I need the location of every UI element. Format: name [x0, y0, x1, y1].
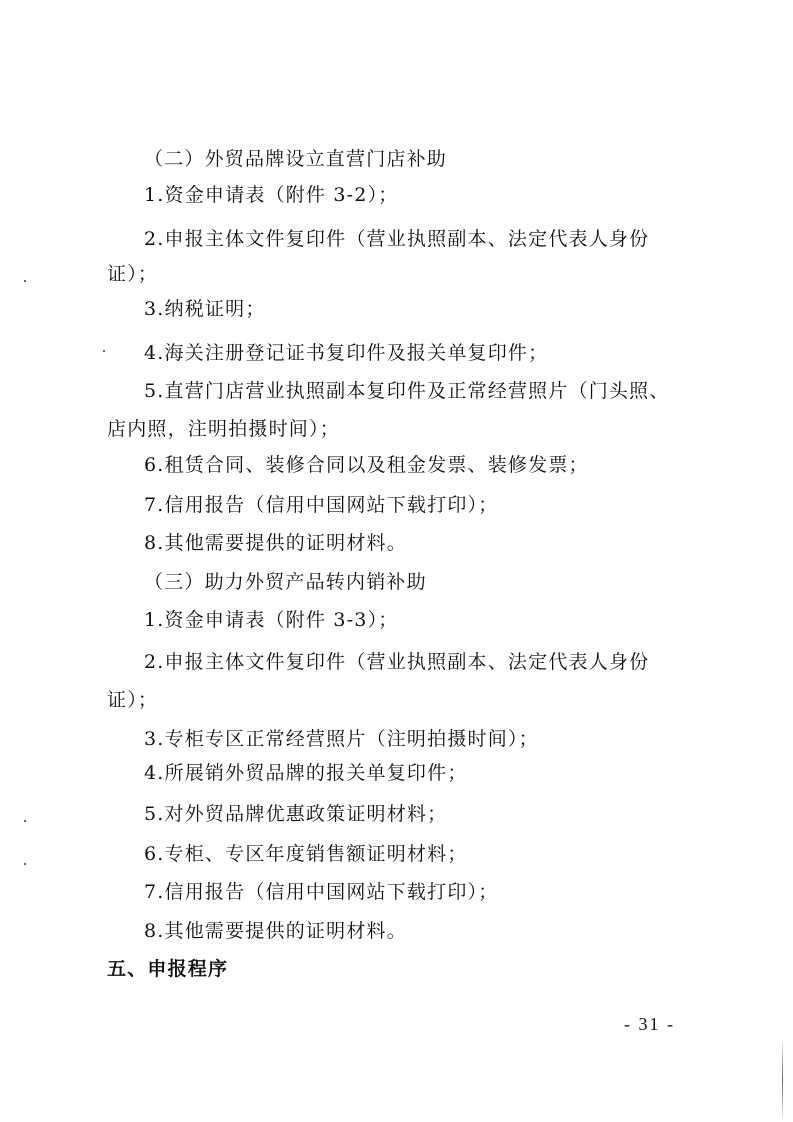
list-item-continuation: 证）；	[107, 263, 159, 285]
list-item: 2.申报主体文件复印件（营业执照副本、法定代表人身份	[144, 651, 650, 673]
section-heading-5: 五、申报程序	[107, 958, 229, 980]
scan-speck	[24, 863, 26, 865]
list-item: 6.租赁合同、装修合同以及租金发票、装修发票；	[144, 454, 589, 476]
list-item-continuation: 证）；	[107, 689, 159, 711]
page-number: - 31 -	[624, 1014, 675, 1034]
list-item: 6.专柜、专区年度销售额证明材料；	[144, 843, 468, 865]
list-item: 2.申报主体文件复印件（营业执照副本、法定代表人身份	[144, 228, 650, 250]
section-heading-2: （二）外贸品牌设立直营门店补助	[144, 148, 448, 170]
list-item: 1.资金申请表（附件 3-3）；	[144, 609, 399, 631]
section-heading-3: （三）助力外贸产品转内销补助	[144, 571, 427, 593]
list-item: 7.信用报告（信用中国网站下载打印）；	[144, 881, 499, 903]
list-item: 3.纳税证明；	[144, 298, 266, 320]
list-item: 7.信用报告（信用中国网站下载打印）；	[144, 494, 499, 516]
list-item: 4.海关注册登记证书复印件及报关单复印件；	[144, 342, 549, 364]
list-item-continuation: 店内照，注明拍摄时间）；	[107, 418, 340, 440]
list-item: 5.对外贸品牌优惠政策证明材料；	[144, 803, 448, 825]
list-item: 4.所展销外贸品牌的报关单复印件；	[144, 762, 468, 784]
scan-speck	[24, 280, 26, 282]
scan-speck	[103, 350, 105, 352]
scan-edge-mark	[782, 1038, 783, 1122]
list-item: 5.直营门店营业执照副本复印件及正常经营照片（门头照、	[144, 380, 670, 402]
list-item: 1.资金申请表（附件 3-2）；	[144, 184, 399, 206]
list-item: 8.其他需要提供的证明材料。	[144, 920, 407, 942]
scan-speck	[24, 820, 26, 822]
list-item: 8.其他需要提供的证明材料。	[144, 532, 407, 554]
list-item: 3.专柜专区正常经营照片（注明拍摄时间）；	[144, 728, 539, 750]
